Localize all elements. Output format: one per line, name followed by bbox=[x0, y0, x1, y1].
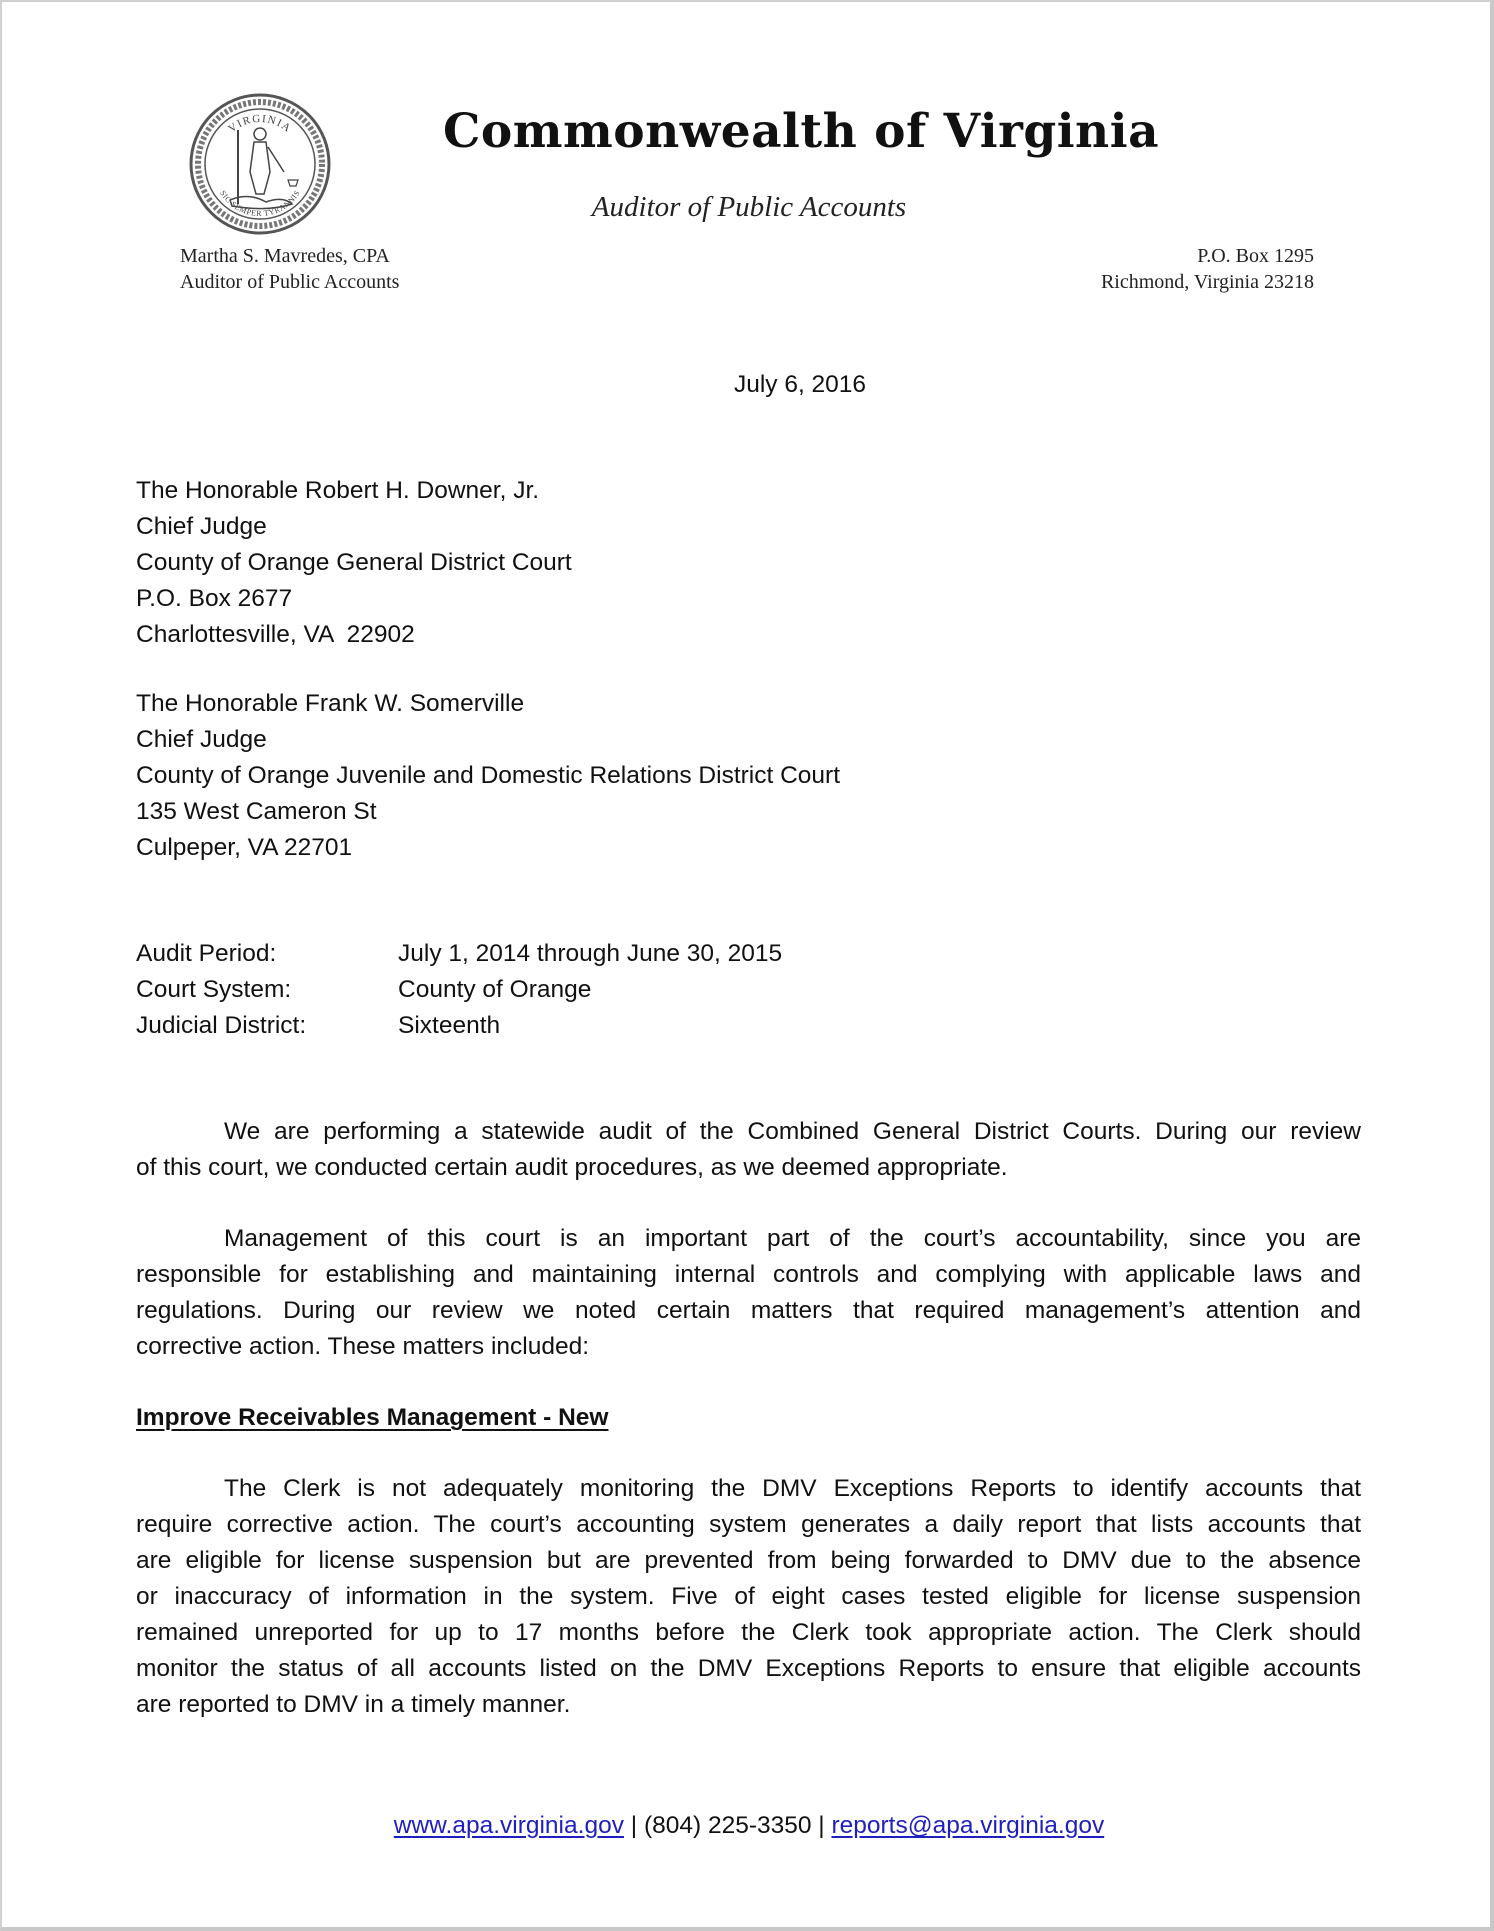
recipient-address-1 bbox=[136, 473, 572, 653]
judicial-district-value: Sixteenth bbox=[398, 1012, 501, 1039]
svg-text:SIC SEMPER TYRANNIS: SIC SEMPER TYRANNIS bbox=[218, 188, 302, 219]
paragraph-line: require corrective action. The court’s accounting system generates a daily report that lists accounts that bbox=[136, 1511, 1361, 1538]
recipient-line: Chief Judge bbox=[136, 513, 267, 540]
recipient-line: P.O. Box 2677 bbox=[136, 585, 293, 612]
svg-text:VIRGINIA: VIRGINIA bbox=[226, 112, 294, 136]
website-link[interactable]: www.apa.virginia.gov bbox=[393, 1812, 624, 1839]
paragraph-line: Management of this court is an important part of the court’s accountability, since you are bbox=[224, 1225, 1361, 1252]
paragraph-line: are eligible for license suspension but are prevented from being forwarded to DMV due to the absence bbox=[136, 1547, 1361, 1574]
footer-contact bbox=[302, 1808, 1196, 1844]
auditor-name: Martha S. Mavredes, CPA bbox=[180, 245, 390, 267]
paragraph-line: of this court, we conducted certain audit procedures, as we deemed appropriate. bbox=[136, 1154, 1008, 1181]
footer-separator: | bbox=[818, 1812, 832, 1839]
office-address-block bbox=[1101, 243, 1314, 295]
court-system-value: County of Orange bbox=[398, 976, 592, 1003]
paragraph-line: responsible for establishing and maintaining internal controls and complying with applicable laws and bbox=[136, 1261, 1361, 1288]
office-city: Richmond, Virginia 23218 bbox=[1100, 271, 1314, 293]
paragraph-line: remained unreported for up to 17 months before the Clerk took appropriate action. The Clerk should bbox=[136, 1619, 1361, 1646]
audit-period-label: Audit Period: bbox=[136, 940, 277, 967]
recipient-line: County of Orange General District Court bbox=[136, 549, 572, 576]
office-po-box: P.O. Box 1295 bbox=[1197, 245, 1314, 267]
letterhead-title: Commonwealth of Virginia bbox=[443, 104, 1160, 159]
virginia-seal-icon bbox=[188, 92, 332, 236]
section-heading: Improve Receivables Management - New bbox=[136, 1404, 609, 1431]
letterhead-subtitle: Auditor of Public Accounts bbox=[591, 191, 907, 223]
judicial-district-row bbox=[136, 1008, 782, 1044]
recipient-line: 135 West Cameron St bbox=[136, 798, 377, 825]
paragraph-management bbox=[136, 1221, 1361, 1365]
judicial-district-label: Judicial District: bbox=[136, 1012, 307, 1039]
recipient-line: The Honorable Frank W. Somerville bbox=[136, 690, 525, 717]
audit-period-row bbox=[136, 936, 782, 972]
footer-separator: | bbox=[630, 1812, 644, 1839]
recipient-line: Charlottesville, VA 22902 bbox=[136, 621, 415, 648]
paragraph-line: regulations. During our review we noted certain matters that required management’s attention and bbox=[136, 1297, 1361, 1324]
recipient-line: The Honorable Robert H. Downer, Jr. bbox=[136, 477, 540, 504]
recipient-line: Chief Judge bbox=[136, 726, 267, 753]
paragraph-line: We are performing a statewide audit of the Combined General District Courts. During our review bbox=[224, 1118, 1361, 1145]
recipient-address-2 bbox=[136, 686, 840, 866]
paragraph-receivables bbox=[136, 1471, 1361, 1723]
letter-date: July 6, 2016 bbox=[733, 371, 867, 398]
audit-info bbox=[136, 936, 782, 1044]
court-system-label: Court System: bbox=[136, 976, 292, 1003]
recipient-line: Culpeper, VA 22701 bbox=[136, 834, 353, 861]
email-link[interactable]: reports@apa.virginia.gov bbox=[831, 1812, 1105, 1839]
footer-phone: (804) 225-3350 bbox=[643, 1812, 812, 1839]
auditor-title: Auditor of Public Accounts bbox=[180, 271, 400, 293]
recipient-line: County of Orange Juvenile and Domestic Relations District Court bbox=[136, 762, 841, 789]
paragraph-line: are reported to DMV in a timely manner. bbox=[136, 1691, 571, 1718]
paragraph-line: monitor the status of all accounts listed on the DMV Exceptions Reports to ensure that eligible accounts bbox=[136, 1655, 1361, 1682]
paragraph-statewide-audit bbox=[136, 1114, 1361, 1186]
paragraph-line: corrective action. These matters included: bbox=[136, 1333, 590, 1360]
audit-period-value: July 1, 2014 through June 30, 2015 bbox=[398, 940, 783, 967]
paragraph-line: The Clerk is not adequately monitoring the DMV Exceptions Reports to identify accounts that bbox=[224, 1475, 1361, 1502]
auditor-name-block bbox=[180, 243, 399, 295]
court-system-row bbox=[136, 972, 782, 1008]
paragraph-line: or inaccuracy of information in the system. Five of eight cases tested eligible for license suspension bbox=[136, 1583, 1361, 1610]
